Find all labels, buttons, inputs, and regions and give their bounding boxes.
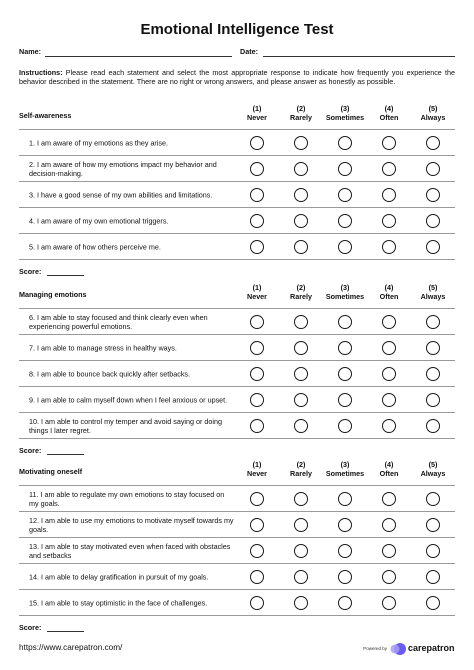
score-label: Score: bbox=[19, 446, 42, 455]
answer-radio-2[interactable] bbox=[294, 315, 308, 329]
question-text: 15. I am able to stay optimistic in the face of challenges. bbox=[29, 598, 208, 607]
answer-radio-3[interactable] bbox=[338, 188, 352, 202]
score-row bbox=[19, 446, 455, 458]
answer-radio-1[interactable] bbox=[250, 341, 264, 355]
answer-radio-2[interactable] bbox=[294, 162, 308, 176]
answer-radio-2[interactable] bbox=[294, 518, 308, 532]
question-row bbox=[19, 182, 455, 208]
question-row bbox=[19, 335, 455, 361]
answer-radio-4[interactable] bbox=[382, 240, 396, 254]
scale-header-1 bbox=[276, 460, 326, 478]
scale-header-4 bbox=[408, 104, 458, 122]
answer-radio-1[interactable] bbox=[250, 136, 264, 150]
name-label: Name: bbox=[19, 47, 41, 56]
answer-radio-5[interactable] bbox=[426, 188, 440, 202]
answer-radio-4[interactable] bbox=[382, 393, 396, 407]
answer-radio-1[interactable] bbox=[250, 214, 264, 228]
scale-number: (5) bbox=[428, 460, 438, 469]
answer-radio-1[interactable] bbox=[250, 596, 264, 610]
scale-number: (4) bbox=[384, 460, 394, 469]
answer-radio-1[interactable] bbox=[250, 393, 264, 407]
scale-header-3 bbox=[364, 104, 414, 122]
name-date-row bbox=[19, 47, 455, 59]
section-2 bbox=[19, 458, 455, 635]
answer-radio-4[interactable] bbox=[382, 570, 396, 584]
answer-radio-4[interactable] bbox=[382, 188, 396, 202]
question-row bbox=[19, 486, 455, 512]
answer-radio-5[interactable] bbox=[426, 544, 440, 558]
name-field-line[interactable] bbox=[45, 56, 232, 57]
scale-header-4 bbox=[408, 460, 458, 478]
scale-header-3 bbox=[364, 460, 414, 478]
answer-radio-3[interactable] bbox=[338, 367, 352, 381]
answer-radio-3[interactable] bbox=[338, 341, 352, 355]
question-row bbox=[19, 564, 455, 590]
answer-radio-2[interactable] bbox=[294, 367, 308, 381]
scale-header-0 bbox=[232, 283, 282, 301]
answer-radio-3[interactable] bbox=[338, 315, 352, 329]
question-text: 3. I have a good sense of my own abilities and limitations. bbox=[29, 190, 213, 199]
answer-radio-4[interactable] bbox=[382, 518, 396, 532]
scale-header-0 bbox=[232, 460, 282, 478]
question-text: 8. I am able to bounce back quickly after setbacks. bbox=[29, 369, 191, 378]
answer-radio-1[interactable] bbox=[250, 367, 264, 381]
brand bbox=[390, 641, 455, 657]
answer-radio-1[interactable] bbox=[250, 518, 264, 532]
answer-radio-2[interactable] bbox=[294, 341, 308, 355]
question-text: 5. I am aware of how others perceive me. bbox=[29, 242, 161, 251]
answer-radio-5[interactable] bbox=[426, 162, 440, 176]
answer-radio-2[interactable] bbox=[294, 544, 308, 558]
question-row bbox=[19, 361, 455, 387]
answer-radio-5[interactable] bbox=[426, 367, 440, 381]
scale-label: Never bbox=[247, 469, 267, 478]
page-title: Emotional Intelligence Test bbox=[140, 21, 334, 38]
answer-radio-1[interactable] bbox=[250, 419, 264, 433]
answer-radio-2[interactable] bbox=[294, 393, 308, 407]
brand-name: carepatron bbox=[408, 643, 455, 653]
section-header bbox=[19, 102, 455, 130]
question-row bbox=[19, 130, 455, 156]
answer-radio-3[interactable] bbox=[338, 570, 352, 584]
instructions-label: Instructions: bbox=[19, 68, 63, 77]
question-row bbox=[19, 234, 455, 260]
answer-radio-3[interactable] bbox=[338, 518, 352, 532]
scale-label: Rarely bbox=[290, 113, 312, 122]
answer-radio-4[interactable] bbox=[382, 341, 396, 355]
answer-radio-5[interactable] bbox=[426, 419, 440, 433]
answer-radio-3[interactable] bbox=[338, 393, 352, 407]
answer-radio-4[interactable] bbox=[382, 214, 396, 228]
question-text: 12. I am able to use my emotions to motivate myself towards my goals. bbox=[29, 515, 234, 534]
date-field-line[interactable] bbox=[263, 56, 455, 57]
section-1 bbox=[19, 281, 455, 458]
section-title: Managing emotions bbox=[19, 290, 87, 299]
scale-header-4 bbox=[408, 283, 458, 301]
question-text: 1. I am aware of my emotions as they arise. bbox=[29, 138, 169, 147]
scale-number: (2) bbox=[296, 460, 306, 469]
answer-radio-5[interactable] bbox=[426, 315, 440, 329]
scale-header-2 bbox=[320, 283, 370, 301]
carepatron-logo-icon bbox=[390, 642, 406, 656]
answer-radio-2[interactable] bbox=[294, 419, 308, 433]
scale-number: (5) bbox=[428, 104, 438, 113]
question-row bbox=[19, 387, 455, 413]
scale-number: (3) bbox=[340, 460, 350, 469]
question-text: 10. I am able to control my temper and avoid saying or doing things I later regret. bbox=[29, 416, 222, 435]
answer-radio-4[interactable] bbox=[382, 162, 396, 176]
scale-number: (1) bbox=[252, 460, 262, 469]
answer-radio-2[interactable] bbox=[294, 492, 308, 506]
scale-number: (2) bbox=[296, 104, 306, 113]
answer-radio-5[interactable] bbox=[426, 518, 440, 532]
answer-radio-5[interactable] bbox=[426, 341, 440, 355]
score-row bbox=[19, 623, 455, 635]
scale-number: (1) bbox=[252, 283, 262, 292]
answer-radio-5[interactable] bbox=[426, 240, 440, 254]
scale-header-1 bbox=[276, 283, 326, 301]
answer-radio-3[interactable] bbox=[338, 162, 352, 176]
footer-url[interactable]: https://www.carepatron.com/ bbox=[19, 643, 123, 652]
answer-radio-3[interactable] bbox=[338, 544, 352, 558]
scale-label: Always bbox=[420, 113, 446, 122]
scale-number: (3) bbox=[340, 283, 350, 292]
powered-by-text: Powered by bbox=[363, 646, 387, 651]
scale-label: Often bbox=[379, 113, 399, 122]
date-label: Date: bbox=[240, 47, 258, 56]
question-row bbox=[19, 208, 455, 234]
section-title: Motivating oneself bbox=[19, 467, 83, 476]
question-text: 13. I am able to stay motivated even when faced with obstacles and setbacks bbox=[29, 541, 231, 560]
answer-radio-1[interactable] bbox=[250, 544, 264, 558]
answer-radio-1[interactable] bbox=[250, 162, 264, 176]
question-row bbox=[19, 512, 455, 538]
answer-radio-2[interactable] bbox=[294, 136, 308, 150]
footer bbox=[19, 641, 455, 659]
question-text: 14. I am able to delay gratification in pursuit of my goals. bbox=[29, 572, 209, 581]
scale-number: (2) bbox=[296, 283, 306, 292]
scale-label: Sometimes bbox=[325, 469, 365, 478]
scale-header-1 bbox=[276, 104, 326, 122]
scale-label: Always bbox=[420, 469, 446, 478]
answer-radio-4[interactable] bbox=[382, 492, 396, 506]
scale-label: Sometimes bbox=[325, 113, 365, 122]
score-row bbox=[19, 267, 455, 279]
scale-label: Rarely bbox=[290, 292, 312, 301]
answer-radio-1[interactable] bbox=[250, 570, 264, 584]
scale-number: (5) bbox=[428, 283, 438, 292]
answer-radio-5[interactable] bbox=[426, 393, 440, 407]
answer-radio-5[interactable] bbox=[426, 214, 440, 228]
scale-number: (4) bbox=[384, 283, 394, 292]
answer-radio-2[interactable] bbox=[294, 596, 308, 610]
scale-label: Always bbox=[420, 292, 446, 301]
instructions-text: Please read each statement and select the most appropriate response to indicate how frequently you experience the behavior described in the statement. There are no right or wrong answers, and please answer as honestly as possible. bbox=[19, 68, 455, 87]
answer-radio-2[interactable] bbox=[294, 188, 308, 202]
answer-radio-4[interactable] bbox=[382, 367, 396, 381]
answer-radio-4[interactable] bbox=[382, 596, 396, 610]
answer-radio-3[interactable] bbox=[338, 136, 352, 150]
answer-radio-1[interactable] bbox=[250, 492, 264, 506]
scale-number: (4) bbox=[384, 104, 394, 113]
question-text: 2. I am aware of how my emotions impact my behavior and decision-making. bbox=[29, 159, 217, 178]
section-header bbox=[19, 281, 455, 309]
question-text: 7. I am able to manage stress in healthy ways. bbox=[29, 343, 177, 352]
question-row bbox=[19, 538, 455, 564]
section-0 bbox=[19, 102, 455, 279]
question-text: 4. I am aware of my own emotional triggers. bbox=[29, 216, 169, 225]
section-header bbox=[19, 458, 455, 486]
answer-radio-4[interactable] bbox=[382, 136, 396, 150]
question-text: 11. I am able to regulate my own emotions to stay focused on my goals. bbox=[29, 489, 225, 508]
answer-radio-3[interactable] bbox=[338, 596, 352, 610]
score-label: Score: bbox=[19, 267, 42, 276]
answer-radio-5[interactable] bbox=[426, 492, 440, 506]
score-label: Score: bbox=[19, 623, 42, 632]
answer-radio-5[interactable] bbox=[426, 596, 440, 610]
answer-radio-2[interactable] bbox=[294, 214, 308, 228]
instructions bbox=[19, 68, 455, 86]
answer-radio-3[interactable] bbox=[338, 240, 352, 254]
answer-radio-1[interactable] bbox=[250, 315, 264, 329]
scale-header-2 bbox=[320, 460, 370, 478]
answer-radio-3[interactable] bbox=[338, 214, 352, 228]
question-row bbox=[19, 309, 455, 335]
scale-label: Often bbox=[379, 469, 399, 478]
score-field-line[interactable] bbox=[47, 454, 84, 455]
question-row bbox=[19, 156, 455, 182]
answer-radio-4[interactable] bbox=[382, 419, 396, 433]
answer-radio-4[interactable] bbox=[382, 544, 396, 558]
scale-number: (1) bbox=[252, 104, 262, 113]
answer-radio-2[interactable] bbox=[294, 240, 308, 254]
score-field-line[interactable] bbox=[47, 631, 84, 632]
answer-radio-3[interactable] bbox=[338, 492, 352, 506]
section-title: Self-awareness bbox=[19, 111, 72, 120]
scale-label: Never bbox=[247, 292, 267, 301]
question-row bbox=[19, 413, 455, 439]
scale-label: Sometimes bbox=[325, 292, 365, 301]
answer-radio-2[interactable] bbox=[294, 570, 308, 584]
scale-header-3 bbox=[364, 283, 414, 301]
scale-number: (3) bbox=[340, 104, 350, 113]
answer-radio-1[interactable] bbox=[250, 240, 264, 254]
question-text: 6. I am able to stay focused and think clearly even when experiencing powerful emotions. bbox=[29, 312, 208, 331]
scale-label: Often bbox=[379, 292, 399, 301]
question-text: 9. I am able to calm myself down when I feel anxious or upset. bbox=[29, 395, 228, 404]
scale-header-2 bbox=[320, 104, 370, 122]
answer-radio-5[interactable] bbox=[426, 136, 440, 150]
answer-radio-3[interactable] bbox=[338, 419, 352, 433]
scale-label: Never bbox=[247, 113, 267, 122]
score-field-line[interactable] bbox=[47, 275, 84, 276]
question-row bbox=[19, 590, 455, 616]
scale-label: Rarely bbox=[290, 469, 312, 478]
answer-radio-4[interactable] bbox=[382, 315, 396, 329]
answer-radio-5[interactable] bbox=[426, 570, 440, 584]
answer-radio-1[interactable] bbox=[250, 188, 264, 202]
scale-header-0 bbox=[232, 104, 282, 122]
